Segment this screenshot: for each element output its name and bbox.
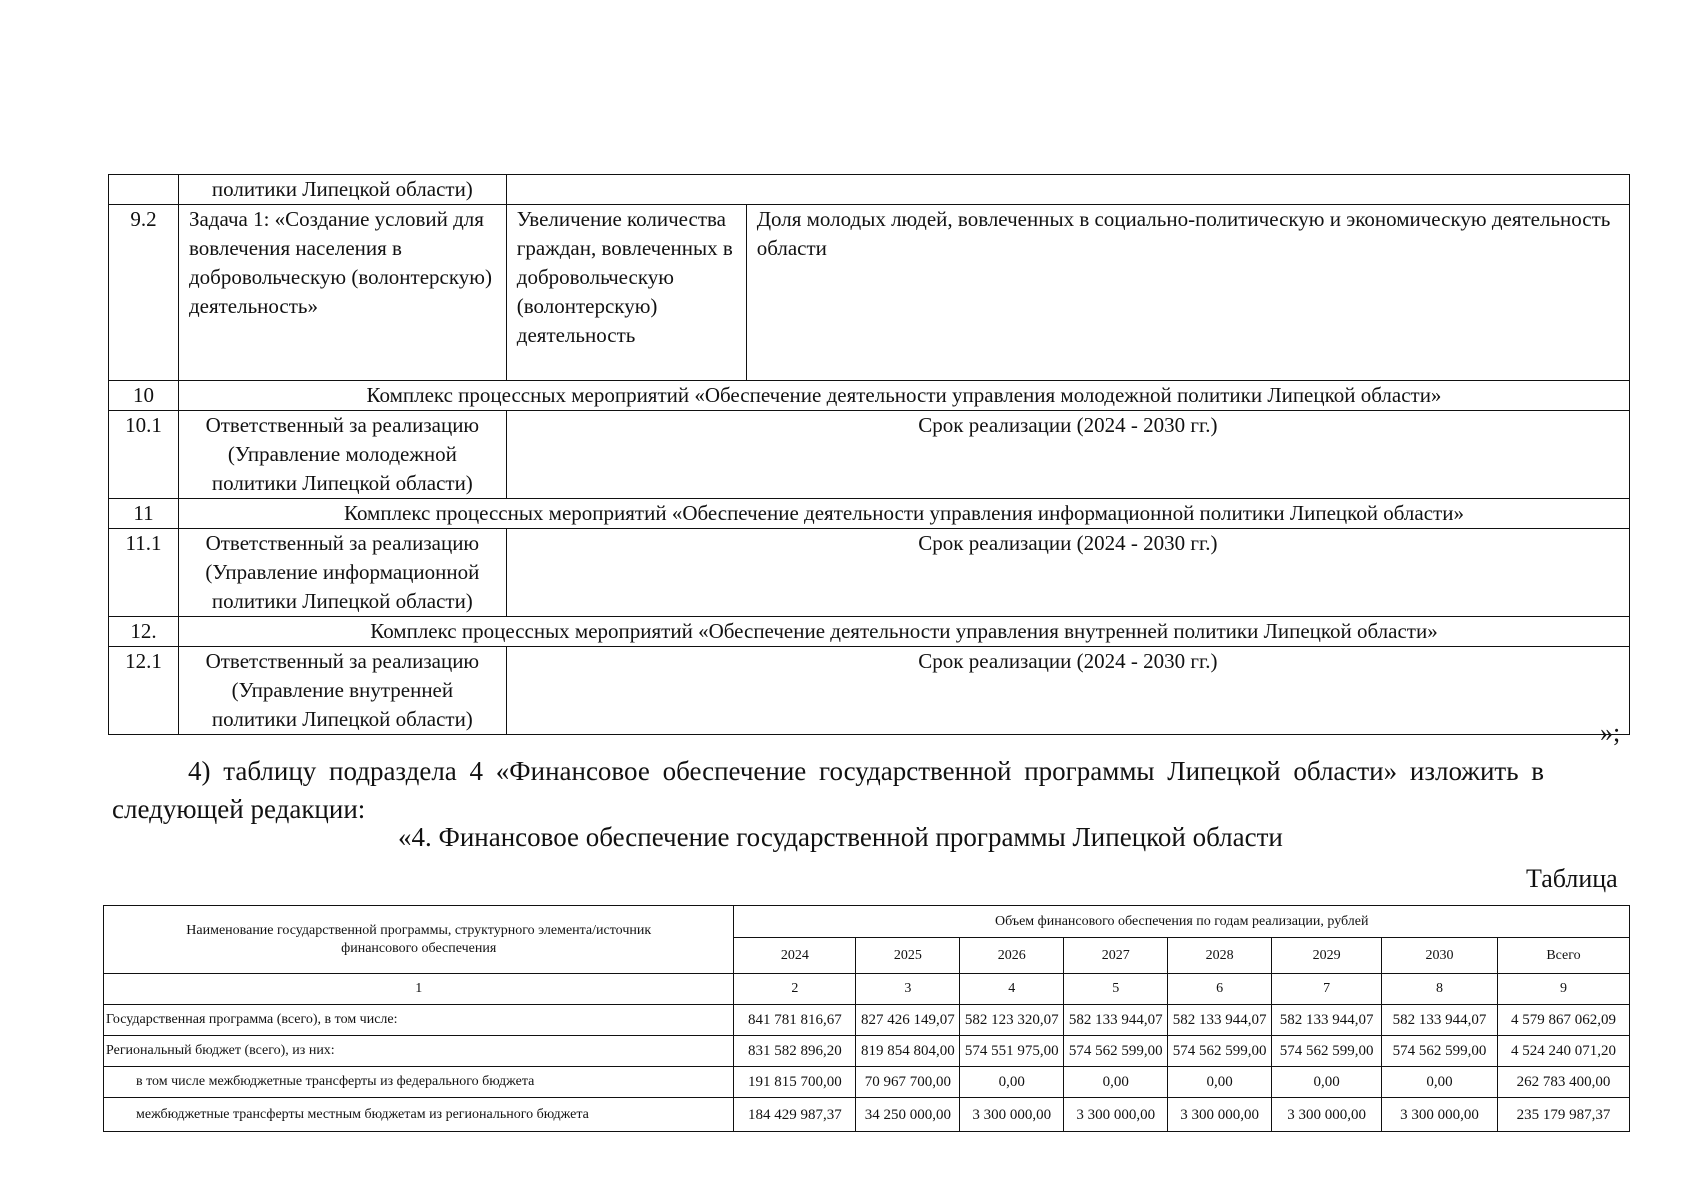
column-number: 6 bbox=[1168, 974, 1272, 1005]
complex-title: Комплекс процессных мероприятий «Обеспечение деятельности управления внутренней политики Липецкой области» bbox=[178, 617, 1629, 647]
value-cell: 3 300 000,00 bbox=[1272, 1098, 1382, 1132]
row-label: межбюджетные трансферты местным бюджетам из регионального бюджета bbox=[104, 1098, 734, 1132]
responsible-line: (Управление молодежной bbox=[227, 442, 457, 466]
year-header: 2030 bbox=[1382, 938, 1498, 974]
year-header: 2028 bbox=[1168, 938, 1272, 974]
table-cell: политики Липецкой области) bbox=[178, 175, 506, 205]
term-cell: Срок реализации (2024 - 2030 гг.) bbox=[506, 647, 1629, 735]
complex-title: Комплекс процессных мероприятий «Обеспечение деятельности управления информационной политики Липецкой области» bbox=[178, 499, 1629, 529]
value-cell: 0,00 bbox=[1272, 1067, 1382, 1098]
responsible-cell bbox=[178, 647, 506, 735]
volume-header: Объем финансового обеспечения по годам реализации, рублей bbox=[734, 906, 1630, 938]
column-number: 2 bbox=[734, 974, 856, 1005]
result-cell: Увеличение количества граждан, вовлеченных в добровольческую (волонтерскую) деятельность bbox=[506, 205, 746, 381]
responsible-line: (Управление информационной bbox=[205, 560, 480, 584]
responsible-line: политики Липецкой области) bbox=[211, 707, 473, 731]
table-caption: Таблица bbox=[1526, 864, 1618, 893]
responsible-line: Ответственный за реализацию bbox=[205, 413, 480, 437]
table-row bbox=[109, 411, 1630, 499]
row-label: Государственная программа (всего), в том числе: bbox=[104, 1005, 734, 1036]
row-label: в том числе межбюджетные трансферты из федерального бюджета bbox=[104, 1067, 734, 1098]
table-row bbox=[109, 617, 1630, 647]
table-row bbox=[104, 974, 1630, 1005]
value-cell: 582 133 944,07 bbox=[1272, 1005, 1382, 1036]
value-cell: 235 179 987,37 bbox=[1498, 1098, 1630, 1132]
table-row bbox=[109, 175, 1630, 205]
table-row bbox=[109, 647, 1630, 735]
value-cell: 3 300 000,00 bbox=[1382, 1098, 1498, 1132]
value-cell: 262 783 400,00 bbox=[1498, 1067, 1630, 1098]
indicator-cell: Доля молодых людей, вовлеченных в социально-политическую и экономическую деятельность области bbox=[746, 205, 1629, 381]
value-cell: 574 562 599,00 bbox=[1382, 1036, 1498, 1067]
row-number: 10 bbox=[109, 381, 179, 411]
value-cell: 582 133 944,07 bbox=[1168, 1005, 1272, 1036]
value-cell: 3 300 000,00 bbox=[1168, 1098, 1272, 1132]
value-cell: 574 562 599,00 bbox=[1272, 1036, 1382, 1067]
value-cell: 582 133 944,07 bbox=[1064, 1005, 1168, 1036]
value-cell: 191 815 700,00 bbox=[734, 1067, 856, 1098]
table-row bbox=[109, 499, 1630, 529]
paragraph-line: 4) таблицу подраздела 4 «Финансовое обеспечение государственной программы Липецкой области» изложить в bbox=[188, 756, 1545, 786]
row-number: 11.1 bbox=[109, 529, 179, 617]
column-number: 4 bbox=[960, 974, 1064, 1005]
value-cell: 184 429 987,37 bbox=[734, 1098, 856, 1132]
measures-table bbox=[108, 174, 1630, 735]
responsible-cell bbox=[178, 411, 506, 499]
year-header: 2025 bbox=[856, 938, 960, 974]
row-number: 10.1 bbox=[109, 411, 179, 499]
value-cell: 4 579 867 062,09 bbox=[1498, 1005, 1630, 1036]
section-heading: «4. Финансовое обеспечение государственной программы Липецкой области bbox=[398, 822, 1283, 852]
responsible-line: Ответственный за реализацию bbox=[205, 649, 480, 673]
value-cell: 841 781 816,67 bbox=[734, 1005, 856, 1036]
value-cell: 3 300 000,00 bbox=[1064, 1098, 1168, 1132]
value-cell: 819 854 804,00 bbox=[856, 1036, 960, 1067]
table-row bbox=[109, 205, 1630, 381]
paragraph-line: следующей редакции: bbox=[112, 794, 366, 824]
table-row bbox=[104, 1067, 1630, 1098]
value-cell: 0,00 bbox=[1382, 1067, 1498, 1098]
year-header: 2029 bbox=[1272, 938, 1382, 974]
table-row bbox=[104, 1098, 1630, 1132]
task-cell: Задача 1: «Создание условий для вовлечения населения в добровольческую (волонтерскую) деятельность» bbox=[178, 205, 506, 381]
value-cell: 0,00 bbox=[1168, 1067, 1272, 1098]
row-number: 11 bbox=[109, 499, 179, 529]
table-row bbox=[104, 1036, 1630, 1067]
row-number: 12. bbox=[109, 617, 179, 647]
complex-title: Комплекс процессных мероприятий «Обеспечение деятельности управления молодежной политики Липецкой области» bbox=[178, 381, 1629, 411]
column-number: 9 bbox=[1498, 974, 1630, 1005]
year-header: 2027 bbox=[1064, 938, 1168, 974]
value-cell: 3 300 000,00 bbox=[960, 1098, 1064, 1132]
value-cell: 574 562 599,00 bbox=[1168, 1036, 1272, 1067]
responsible-line: политики Липецкой области) bbox=[211, 589, 473, 613]
year-header: Всего bbox=[1498, 938, 1630, 974]
year-header: 2024 bbox=[734, 938, 856, 974]
table-row bbox=[109, 529, 1630, 617]
value-cell: 831 582 896,20 bbox=[734, 1036, 856, 1067]
value-cell: 582 123 320,07 bbox=[960, 1005, 1064, 1036]
column-number: 7 bbox=[1272, 974, 1382, 1005]
responsible-line: Ответственный за реализацию bbox=[205, 531, 480, 555]
year-header: 2026 bbox=[960, 938, 1064, 974]
value-cell: 0,00 bbox=[1064, 1067, 1168, 1098]
value-cell: 574 551 975,00 bbox=[960, 1036, 1064, 1067]
row-number: 12.1 bbox=[109, 647, 179, 735]
responsible-line: политики Липецкой области) bbox=[211, 471, 473, 495]
finance-table bbox=[103, 905, 1630, 1132]
column-number: 8 bbox=[1382, 974, 1498, 1005]
column-number: 5 bbox=[1064, 974, 1168, 1005]
term-cell: Срок реализации (2024 - 2030 гг.) bbox=[506, 411, 1629, 499]
value-cell: 827 426 149,07 bbox=[856, 1005, 960, 1036]
value-cell: 70 967 700,00 bbox=[856, 1067, 960, 1098]
value-cell: 34 250 000,00 bbox=[856, 1098, 960, 1132]
row-number: 9.2 bbox=[109, 205, 179, 381]
table-row bbox=[109, 381, 1630, 411]
name-header: Наименование государственной программы, структурного элемента/источник финансового обеспечения bbox=[104, 906, 734, 974]
value-cell: 574 562 599,00 bbox=[1064, 1036, 1168, 1067]
responsible-cell bbox=[178, 529, 506, 617]
column-number: 3 bbox=[856, 974, 960, 1005]
row-label: Региональный бюджет (всего), из них: bbox=[104, 1036, 734, 1067]
column-number: 1 bbox=[104, 974, 734, 1005]
value-cell: 582 133 944,07 bbox=[1382, 1005, 1498, 1036]
value-cell: 0,00 bbox=[960, 1067, 1064, 1098]
responsible-line: (Управление внутренней bbox=[231, 678, 454, 702]
table-row bbox=[104, 1005, 1630, 1036]
value-cell: 4 524 240 071,20 bbox=[1498, 1036, 1630, 1067]
closing-quote: »; bbox=[1600, 718, 1621, 747]
table-row bbox=[104, 906, 1630, 938]
term-cell: Срок реализации (2024 - 2030 гг.) bbox=[506, 529, 1629, 617]
